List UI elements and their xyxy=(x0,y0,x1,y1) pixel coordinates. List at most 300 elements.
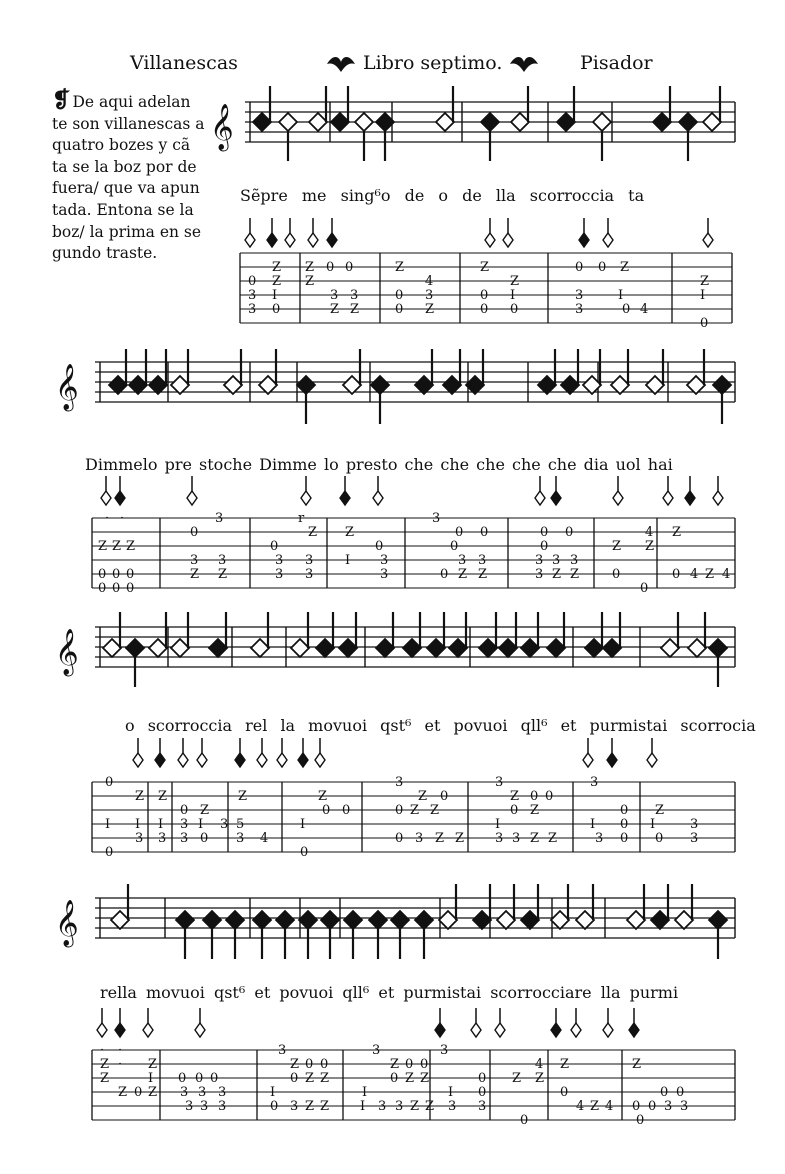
tab-cipher: Z xyxy=(200,803,210,818)
mensural-note xyxy=(391,911,409,929)
tab-cipher: 3 xyxy=(590,775,599,790)
tab-cipher: · xyxy=(120,511,125,526)
tab-cipher: 0 xyxy=(620,817,629,832)
mensural-note xyxy=(653,113,671,131)
tab-cipher: 3 xyxy=(275,567,284,582)
rhythm-sign xyxy=(308,233,318,247)
tab-cipher: 3 xyxy=(380,567,389,582)
tab-cipher: Z xyxy=(238,789,248,804)
tab-cipher: 0 xyxy=(510,803,519,818)
treble-clef-icon: 𝄞 xyxy=(55,900,79,946)
rhythm-sign xyxy=(613,491,623,505)
tab-cipher: 0 xyxy=(395,288,404,303)
mensural-note xyxy=(688,639,706,657)
rhythm-sign xyxy=(603,233,613,247)
tab-cipher: 3 xyxy=(535,567,544,582)
tab-cipher: Z xyxy=(455,831,465,846)
tab-cipher: 3 xyxy=(478,553,487,568)
tab-cipher: 0 xyxy=(565,525,574,540)
intro-line: fuera/ que va apun xyxy=(52,179,200,198)
tab-cipher: 0 xyxy=(575,260,584,275)
treble-clef-icon: 𝄞 xyxy=(55,629,79,675)
mensural-note xyxy=(547,639,565,657)
tab-cipher: 5 xyxy=(236,817,245,832)
tab-cipher: Z xyxy=(320,1099,330,1114)
tab-cipher: I xyxy=(300,817,306,832)
tab-cipher: Z xyxy=(590,1099,600,1114)
mensural-note xyxy=(499,639,517,657)
tab-cipher: 0 xyxy=(700,316,709,331)
mensural-note xyxy=(344,911,362,929)
tab-cipher: 3 xyxy=(495,831,504,846)
tab-cipher: 0 xyxy=(300,845,309,860)
tab-cipher: Z xyxy=(425,302,435,317)
mensural-note xyxy=(593,113,611,131)
tab-cipher: 4 xyxy=(640,302,649,317)
tab-cipher: 3 xyxy=(372,1043,381,1058)
mensural-note xyxy=(376,639,394,657)
mensural-note xyxy=(473,911,491,929)
mensural-note xyxy=(297,376,315,394)
lyric-line: Dimmelo pre stoche Dimme lo presto che che che che che dia uol hai xyxy=(85,455,673,474)
tab-cipher: Z xyxy=(305,274,315,289)
tab-cipher: 0 xyxy=(290,1071,299,1086)
tab-cipher: 0 xyxy=(520,1113,529,1128)
rhythm-sign xyxy=(629,1023,639,1037)
running-header-left: Villanescas xyxy=(130,52,238,74)
mensural-note xyxy=(449,639,467,657)
tab-cipher: · xyxy=(105,511,110,526)
mensural-note xyxy=(129,376,147,394)
rhythm-sign xyxy=(143,1023,153,1037)
tab-cipher: 0 xyxy=(648,1099,657,1114)
tab-cipher: 3 xyxy=(478,1099,487,1114)
tab-cipher: Z xyxy=(330,302,340,317)
tab-cipher: 0 xyxy=(478,1085,487,1100)
tab-cipher: Z xyxy=(530,803,540,818)
tab-cipher: · xyxy=(100,1043,105,1058)
tab-cipher: 0 xyxy=(612,567,621,582)
tab-cipher: Z xyxy=(100,1071,110,1086)
intro-line: De aqui adelan xyxy=(72,93,191,111)
tab-cipher: Z xyxy=(420,1071,430,1086)
tab-cipher: 4 xyxy=(605,1099,614,1114)
mensural-note xyxy=(466,376,484,394)
rhythm-sign xyxy=(301,491,311,505)
tab-cipher: I xyxy=(272,288,278,303)
tab-cipher: Z xyxy=(535,1071,545,1086)
mensural-note xyxy=(343,376,361,394)
rhythm-sign xyxy=(647,753,657,767)
mensural-note xyxy=(309,113,327,131)
tab-cipher: 3 xyxy=(448,1099,457,1114)
tab-cipher: Z xyxy=(620,260,630,275)
tab-cipher: 3 xyxy=(395,775,404,790)
rhythm-sign xyxy=(197,753,207,767)
intro-line: quatro bozes y cã xyxy=(52,136,191,155)
rhythm-sign xyxy=(607,753,617,767)
tab-cipher: 0 xyxy=(326,260,335,275)
tab-cipher: Z xyxy=(612,539,622,554)
tab-cipher: Z xyxy=(190,567,200,582)
rhythm-sign xyxy=(685,491,695,505)
mensural-note xyxy=(176,911,194,929)
rhythm-sign xyxy=(298,753,308,767)
tab-cipher: 0 xyxy=(676,1085,685,1100)
mensural-note xyxy=(511,113,529,131)
tab-cipher: 3 xyxy=(690,817,699,832)
tab-cipher: 0 xyxy=(272,302,281,317)
intro-line: boz/ la prima en se xyxy=(52,222,202,241)
tab-cipher: 0 xyxy=(126,581,135,596)
mensural-note xyxy=(279,113,297,131)
tab-cipher: 3 xyxy=(380,553,389,568)
tab-cipher: Z xyxy=(655,803,665,818)
tab-cipher: · xyxy=(118,1043,123,1058)
rhythm-sign xyxy=(551,491,561,505)
mensural-note xyxy=(709,639,727,657)
tab-cipher: 0 xyxy=(632,1099,641,1114)
tab-cipher: 3 xyxy=(248,302,257,317)
tab-cipher: Z xyxy=(705,567,715,582)
tab-cipher: 0 xyxy=(620,803,629,818)
tab-cipher: 3 xyxy=(595,831,604,846)
tab-cipher: 3 xyxy=(275,553,284,568)
tab-cipher: 0 xyxy=(560,1085,569,1100)
tab-cipher: 0 xyxy=(405,1057,414,1072)
tab-cipher: 3 xyxy=(350,288,359,303)
rhythm-sign xyxy=(495,1023,505,1037)
mensural-note xyxy=(443,376,461,394)
tab-cipher: 3 xyxy=(575,288,584,303)
tab-cipher: 0 xyxy=(480,302,489,317)
mensural-note xyxy=(149,376,167,394)
tab-cipher: I xyxy=(495,817,501,832)
mensural-note xyxy=(427,639,445,657)
tab-cipher: 3 xyxy=(218,1085,227,1100)
tab-cipher: Z xyxy=(435,831,445,846)
mensural-note xyxy=(259,376,277,394)
tab-cipher: Z xyxy=(272,260,282,275)
mensural-note xyxy=(538,376,556,394)
tab-cipher: 0 xyxy=(655,831,664,846)
mensural-note xyxy=(479,639,497,657)
treble-clef-icon: 𝄞 xyxy=(55,364,79,410)
tab-cipher: 0 xyxy=(620,831,629,846)
rhythm-sign xyxy=(245,233,255,247)
rhythm-sign xyxy=(133,753,143,767)
mensural-note xyxy=(675,911,693,929)
tab-cipher: Z xyxy=(700,274,710,289)
tab-cipher: Z xyxy=(425,1099,435,1114)
mensural-note xyxy=(713,376,731,394)
tab-cipher: 3 xyxy=(395,1099,404,1114)
tab-cipher: I xyxy=(650,817,656,832)
tab-cipher: Z xyxy=(430,803,440,818)
tab-cipher: Z xyxy=(318,789,328,804)
tab-cipher: 0 xyxy=(395,302,404,317)
tab-cipher: 3 xyxy=(575,302,584,317)
tab-cipher: 0 xyxy=(440,789,449,804)
tab-cipher: Z xyxy=(272,274,282,289)
rhythm-sign xyxy=(115,491,125,505)
mensural-note xyxy=(111,911,129,929)
rhythm-sign xyxy=(603,1023,613,1037)
tab-cipher: Z xyxy=(510,274,520,289)
pilcrow-icon: ❡ xyxy=(52,87,71,113)
tab-cipher: Z xyxy=(290,1057,300,1072)
tab-cipher: 0 xyxy=(190,525,199,540)
tab-cipher: 3 xyxy=(305,567,314,582)
tab-cipher: 3 xyxy=(458,553,467,568)
rhythm-sign xyxy=(178,753,188,767)
mensural-note xyxy=(355,113,373,131)
tab-cipher: 3 xyxy=(158,831,167,846)
tab-cipher: 0 xyxy=(345,260,354,275)
tab-cipher: 4 xyxy=(260,831,269,846)
rhythm-sign xyxy=(101,491,111,505)
tab-cipher: 3 xyxy=(180,831,189,846)
tab-cipher: Z xyxy=(632,1057,642,1072)
tab-cipher: 3 xyxy=(198,1085,207,1100)
tab-cipher: I xyxy=(360,1099,366,1114)
tab-cipher: I xyxy=(135,817,141,832)
tab-cipher: 0 xyxy=(420,1057,429,1072)
tab-cipher: I xyxy=(362,1085,368,1100)
mensural-note xyxy=(251,639,269,657)
tab-cipher: 0 xyxy=(395,831,404,846)
tab-cipher: 0 xyxy=(390,1071,399,1086)
mensural-note xyxy=(561,376,579,394)
tab-cipher: 3 xyxy=(512,831,521,846)
tab-cipher: Z xyxy=(135,789,145,804)
mensural-note xyxy=(209,639,227,657)
mensural-note xyxy=(627,911,645,929)
tab-cipher: 3 xyxy=(690,831,699,846)
rhythm-sign xyxy=(583,753,593,767)
intro-line: tada. Entona se la xyxy=(52,200,194,219)
tab-cipher: r xyxy=(298,511,305,526)
tab-cipher: 3 xyxy=(135,831,144,846)
tab-cipher: · xyxy=(118,1057,123,1072)
tab-cipher: Z xyxy=(305,260,315,275)
mensural-note xyxy=(203,911,221,929)
tab-cipher: 3 xyxy=(248,288,257,303)
tab-cipher: 3 xyxy=(278,1043,287,1058)
tab-cipher: 0 xyxy=(134,1085,143,1100)
mensural-note xyxy=(224,376,242,394)
intro-line: ta se la boz por de xyxy=(52,157,197,176)
tab-cipher: 0 xyxy=(305,1057,314,1072)
tab-cipher: Z xyxy=(350,302,360,317)
rhythm-sign xyxy=(713,491,723,505)
tab-cipher: 3 xyxy=(200,1099,209,1114)
mensural-note xyxy=(521,639,539,657)
tab-cipher: I xyxy=(448,1085,454,1100)
mensural-note xyxy=(415,376,433,394)
tab-cipher: 0 xyxy=(636,1113,645,1128)
tab-cipher: 0 xyxy=(320,1057,329,1072)
tab-cipher: Z xyxy=(158,789,168,804)
tab-cipher: 0 xyxy=(395,803,404,818)
tab-cipher: 3 xyxy=(330,288,339,303)
tab-cipher: 0 xyxy=(530,789,539,804)
tab-cipher: 0 xyxy=(480,288,489,303)
tab-cipher: 0 xyxy=(105,775,114,790)
rhythm-sign xyxy=(571,1023,581,1037)
tab-cipher: 3 xyxy=(218,553,227,568)
rhythm-sign xyxy=(97,1023,107,1037)
tab-cipher: 3 xyxy=(190,553,199,568)
tab-cipher: 0 xyxy=(210,1071,219,1086)
treble-clef-icon: 𝄞 xyxy=(210,104,234,150)
tab-cipher: 3 xyxy=(664,1099,673,1114)
mensural-note xyxy=(321,911,339,929)
tab-cipher: I xyxy=(700,288,706,303)
tab-cipher: Z xyxy=(570,567,580,582)
mensural-note xyxy=(481,113,499,131)
rhythm-sign xyxy=(235,753,245,767)
mensural-note xyxy=(576,911,594,929)
rhythm-sign xyxy=(195,1023,205,1037)
tab-cipher: Z xyxy=(480,260,490,275)
tab-cipher: 0 xyxy=(660,1085,669,1100)
rhythm-sign xyxy=(155,753,165,767)
rhythm-sign xyxy=(535,491,545,505)
tab-cipher: 0 xyxy=(126,567,135,582)
mensural-note xyxy=(687,376,705,394)
tab-cipher: I xyxy=(510,288,516,303)
tab-cipher: 0 xyxy=(598,260,607,275)
rhythm-sign xyxy=(267,233,277,247)
tab-cipher: Z xyxy=(118,1085,128,1100)
tab-cipher: Z xyxy=(410,803,420,818)
tab-cipher: 3 xyxy=(495,775,504,790)
tab-cipher: 0 xyxy=(98,581,107,596)
rhythm-sign xyxy=(115,1023,125,1037)
tab-cipher: 3 xyxy=(290,1099,299,1114)
rhythm-sign xyxy=(257,753,267,767)
mensural-note xyxy=(611,376,629,394)
tab-cipher: 3 xyxy=(215,511,224,526)
tab-cipher: 0 xyxy=(248,274,257,289)
tab-cipher: 0 xyxy=(105,845,114,860)
mensural-note xyxy=(171,376,189,394)
lyric-line: o scorroccia rel la movuoi qst⁶ et povuoi qll⁶ et purmistai scorrocia xyxy=(125,716,756,735)
mensural-note xyxy=(551,911,569,929)
mensural-note xyxy=(439,911,457,929)
tab-cipher: 3 xyxy=(570,553,579,568)
tab-cipher: 4 xyxy=(690,567,699,582)
running-header-right: Pisador xyxy=(580,52,653,74)
tab-cipher: 3 xyxy=(552,553,561,568)
tab-cipher: 3 xyxy=(185,1099,194,1114)
tab-cipher: 3 xyxy=(378,1099,387,1114)
tab-cipher: Z xyxy=(390,1057,400,1072)
tab-cipher: 4 xyxy=(722,567,731,582)
tab-cipher: I xyxy=(158,817,164,832)
tab-cipher: Z xyxy=(218,567,228,582)
tab-cipher: 0 xyxy=(622,302,631,317)
mensural-note xyxy=(126,639,144,657)
mensural-note xyxy=(109,376,127,394)
mensural-note xyxy=(403,639,421,657)
mensural-note xyxy=(331,113,349,131)
tab-cipher: 3 xyxy=(180,817,189,832)
tab-cipher: 0 xyxy=(440,567,449,582)
tab-cipher: I xyxy=(198,817,204,832)
tab-cipher: Z xyxy=(645,539,655,554)
tab-cipher: Z xyxy=(672,525,682,540)
mensural-note xyxy=(521,911,539,929)
tab-cipher: Z xyxy=(548,831,558,846)
mensural-note xyxy=(291,639,309,657)
intro-line: gundo traste. xyxy=(52,244,158,263)
tab-cipher: 3 xyxy=(236,831,245,846)
mensural-note xyxy=(585,639,603,657)
mensural-note xyxy=(149,639,167,657)
mensural-note xyxy=(253,911,271,929)
mensural-note xyxy=(679,113,697,131)
tab-cipher: 0 xyxy=(342,803,351,818)
tab-cipher: Z xyxy=(395,260,405,275)
tab-cipher: 0 xyxy=(478,1071,487,1086)
tab-cipher: Z xyxy=(410,1099,420,1114)
tab-cipher: 3 xyxy=(535,553,544,568)
tab-cipher: Z xyxy=(126,539,136,554)
tab-cipher: I xyxy=(105,817,111,832)
tab-cipher: 3 xyxy=(218,1099,227,1114)
tab-cipher: 4 xyxy=(535,1057,544,1072)
rhythm-sign xyxy=(373,491,383,505)
mensural-note xyxy=(646,376,664,394)
mensural-note xyxy=(436,113,454,131)
tab-cipher: Z xyxy=(98,539,108,554)
tab-cipher: Z xyxy=(305,1099,315,1114)
tab-cipher: 3 xyxy=(415,831,424,846)
tab-cipher: 0 xyxy=(545,789,554,804)
lyric-line: rella movuoi qst⁶ et povuoi qll⁶ et purmistai scorrocciare lla purmi xyxy=(100,983,679,1002)
mensural-note xyxy=(651,911,669,929)
rhythm-sign xyxy=(315,753,325,767)
mensural-note xyxy=(276,911,294,929)
mensural-note xyxy=(299,911,317,929)
tab-cipher: Z xyxy=(418,789,428,804)
tab-cipher: 0 xyxy=(540,539,549,554)
tab-cipher: 0 xyxy=(112,567,121,582)
tab-cipher: 0 xyxy=(640,581,649,596)
tab-cipher: Z xyxy=(148,1057,158,1072)
tab-cipher: 0 xyxy=(322,803,331,818)
mensural-note xyxy=(339,639,357,657)
tab-cipher: 0 xyxy=(195,1071,204,1086)
mensural-note xyxy=(316,639,334,657)
mensural-note xyxy=(253,113,271,131)
tab-cipher: 0 xyxy=(200,831,209,846)
tab-cipher: Z xyxy=(560,1057,570,1072)
tab-cipher: I xyxy=(618,288,624,303)
mensural-note xyxy=(171,639,189,657)
rhythm-sign xyxy=(277,753,287,767)
rhythm-sign xyxy=(471,1023,481,1037)
tab-cipher: 0 xyxy=(112,581,121,596)
tab-cipher: Z xyxy=(405,1071,415,1086)
rhythm-sign xyxy=(187,491,197,505)
tab-cipher: 3 xyxy=(220,817,229,832)
mensural-note xyxy=(415,911,433,929)
tab-cipher: 0 xyxy=(178,1071,187,1086)
tab-cipher: Z xyxy=(458,567,468,582)
